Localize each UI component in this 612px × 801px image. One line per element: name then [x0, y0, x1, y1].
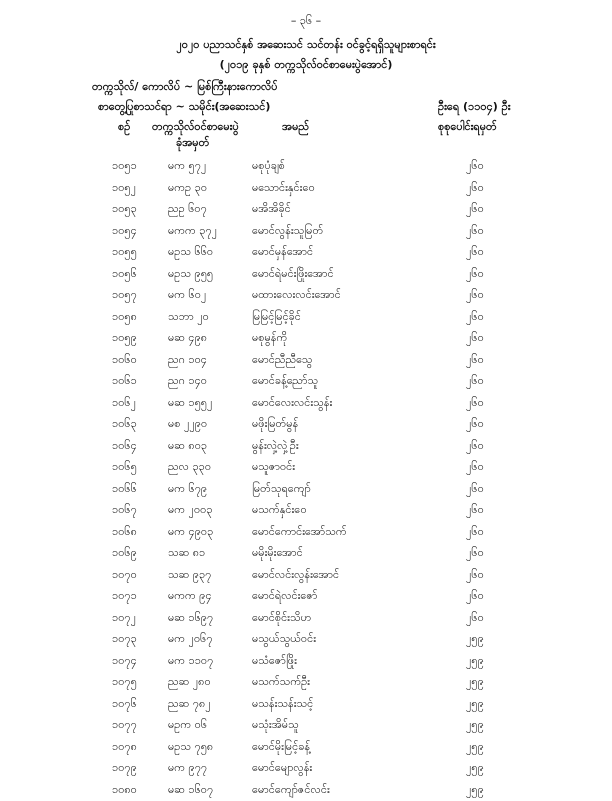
table-row: [0, 608, 612, 630]
roll-number: မက ၁၁၀၇: [168, 654, 213, 670]
roll-number: မကက ၉၄: [168, 589, 212, 605]
roll-number: မဆ ၁၆၀၇: [168, 783, 213, 799]
roll-number: ညဥ ၆၀၇: [168, 202, 207, 218]
total-count-heading: ဦးရေ (၁၁၀၄) ဦး: [438, 100, 511, 116]
table-row: [0, 737, 612, 759]
table-row: [0, 199, 612, 221]
roll-number: မက ၆၇၉: [168, 482, 207, 498]
student-name: မြမြင့်မြင့်ခိုင်: [252, 310, 301, 326]
table-row: [0, 350, 612, 372]
roll-number: မဥသ ၆၆၀: [168, 245, 213, 261]
student-name: မောင်မိုးမြင့်ခန့်: [252, 740, 310, 756]
row-number: ၁၀၇၆: [112, 697, 137, 713]
row-number: ၁၀၇၅: [112, 675, 137, 691]
row-number: ၁၀၆၈: [112, 525, 137, 541]
roll-number: မဥက ၀၆: [168, 718, 207, 734]
department-line: တက္ကသိုလ်/ ကောလိပ် ~ မြစ်ကြီးနားကောလိပ်: [92, 80, 278, 96]
table-row: [0, 221, 612, 243]
student-name: မောင်လင်းလွန်းအောင်: [252, 568, 339, 584]
row-number: ၁၀၅၉: [112, 331, 137, 347]
row-number: ၁၀၅၃: [112, 202, 137, 218]
column-header-name: အမည်: [282, 120, 309, 136]
row-number: ၁၀၆၄: [112, 439, 137, 455]
student-name: မသုံးအိမ်သူ: [252, 718, 299, 734]
total-marks: ၂၆၀: [466, 181, 484, 197]
student-name: မောင်ကျော်ဇင်လင်း: [252, 783, 330, 799]
row-number: ၁၀၆၀: [112, 353, 137, 369]
table-row: [0, 307, 612, 329]
row-number: ၁၀၅၁: [112, 159, 137, 175]
table-row: [0, 328, 612, 350]
roll-number: မက ၆၀၂: [168, 288, 206, 304]
total-marks: ၂၅၉: [466, 697, 484, 713]
results-table: [0, 156, 612, 801]
table-row: [0, 780, 612, 801]
row-number: ၁၀၆၂: [112, 396, 136, 412]
row-number: ၁၀၆၅: [112, 460, 137, 476]
student-name: မထားလေးလင်းအောင်: [252, 288, 341, 304]
total-marks: ၂၆၀: [466, 310, 484, 326]
column-header-roll: တက္ကသိုလ်ဝင်စာမေးပွဲ: [152, 120, 239, 136]
table-row: [0, 629, 612, 651]
roll-number: မဆ ၈၀၃: [168, 439, 207, 455]
table-row: [0, 457, 612, 479]
student-name: မြတ်သုရကျော်: [252, 482, 311, 498]
student-name: မောင်ခန့်ညော်သူ: [252, 374, 318, 390]
table-row: [0, 156, 612, 178]
table-row: [0, 694, 612, 716]
roll-number: မကဥ ၃၀: [168, 181, 207, 197]
student-name: မွန်းလှဲ့လှဲ့ဦး: [252, 439, 299, 455]
row-number: ၁၀၇၃: [112, 632, 137, 648]
student-name: မစုပုံချစ်: [252, 159, 285, 175]
total-marks: ၂၆၀: [466, 224, 484, 240]
roll-number: ညဂ ၁၀၄: [168, 353, 207, 369]
total-marks: ၂၆၀: [466, 396, 484, 412]
total-marks: ၂၆၀: [466, 568, 484, 584]
table-row: [0, 414, 612, 436]
table-row: [0, 371, 612, 393]
table-row: [0, 479, 612, 501]
row-number: ၁၀၆၆: [112, 482, 137, 498]
total-marks: ၂၆၀: [466, 589, 484, 605]
roll-number: မက ၂၀၀၃: [168, 503, 213, 519]
total-marks: ၂၆၀: [466, 417, 484, 433]
roll-number: မဥသ ၇၅၈: [168, 740, 213, 756]
roll-number: မစ ၂၂၉၀: [168, 417, 207, 433]
column-header-roll-sub: ခုံအမှတ်: [176, 136, 209, 152]
row-number: ၁၀၆၃: [112, 417, 137, 433]
roll-number: ညဆ ၇၈၂: [168, 697, 211, 713]
table-row: [0, 285, 612, 307]
total-marks: ၂၆၀: [466, 374, 484, 390]
region-heading: စာတွေ့ပြုစာသင်ရာ ~ သမိုင်း(အဆေးသင်): [98, 100, 270, 116]
roll-number: မကက ၃၇၂: [168, 224, 217, 240]
total-marks: ၂၆၀: [466, 331, 484, 347]
column-header-marks: စုစုပေါင်းရမှတ်: [438, 120, 497, 136]
row-number: ၁၀၅၈: [112, 310, 137, 326]
row-number: ၁၀၇၂: [112, 611, 136, 627]
student-name: မသံဇော်ဖြိုး: [252, 654, 297, 670]
roll-number: မက ၂၀၆၇: [168, 632, 213, 648]
column-header-no: စဉ်: [118, 120, 130, 136]
row-number: ၁၀၅၇: [112, 288, 137, 304]
row-number: ၁၀၇၈: [112, 740, 137, 756]
total-marks: ၂၆၀: [466, 202, 484, 218]
student-name: မောင်လွန်းသူမြတ်: [252, 224, 323, 240]
student-name: မစုမွန်ကို: [252, 331, 287, 347]
roll-number: သဆ ၈၁: [168, 546, 205, 562]
row-number: ၁၀၇၉: [112, 761, 137, 777]
table-row: [0, 264, 612, 286]
roll-number: သဘာ ၂၀: [168, 310, 209, 326]
table-row: [0, 543, 612, 565]
roll-number: မဆ ၁၆၉၇: [168, 611, 213, 627]
row-number: ၁၀၅၆: [112, 267, 137, 283]
table-row: [0, 651, 612, 673]
total-marks: ၂၅၉: [466, 740, 484, 756]
student-name: မောင်မျောလွန်း: [252, 761, 312, 777]
roll-number: သဆ ၉၃၇: [168, 568, 211, 584]
table-row: [0, 522, 612, 544]
table-row: [0, 758, 612, 780]
total-marks: ၂၆၀: [466, 503, 484, 519]
row-number: ၁၀၆၇: [112, 503, 137, 519]
row-number: ၁၀၅၄: [112, 224, 137, 240]
student-name: မသွယ်သွယ်ဝင်း: [252, 632, 316, 648]
total-marks: ၂၅၉: [466, 632, 484, 648]
total-marks: ၂၆၀: [466, 159, 484, 175]
total-marks: ၂၆၀: [466, 245, 484, 261]
table-row: [0, 586, 612, 608]
total-marks: ၂၆၀: [466, 288, 484, 304]
total-marks: ၂၆၀: [466, 611, 484, 627]
student-name: မောင်မှန်အောင်: [252, 245, 313, 261]
total-marks: ၂၆၀: [466, 525, 484, 541]
student-name: မောင်စိုင်းသိဟ: [252, 611, 311, 627]
table-row: [0, 565, 612, 587]
table-row: [0, 500, 612, 522]
total-marks: ၂၆၀: [466, 353, 484, 369]
student-name: မအိအိခိုင်: [252, 202, 291, 218]
roll-number: ညဆ ၂၈၀: [168, 675, 211, 691]
student-name: မောင်ရဲလင်းဇော်: [252, 589, 317, 605]
student-name: မသူဇာဝင်း: [252, 460, 295, 476]
roll-number: မက ၉၇၇: [168, 761, 207, 777]
student-name: မသက်နှင်း၀ေ: [252, 503, 307, 519]
table-row: [0, 393, 612, 415]
row-number: ၁၀၅၅: [112, 245, 137, 261]
row-number: ၁၀၇၁: [112, 589, 137, 605]
student-name: မသောင်းနှင်း၀ေ: [252, 181, 315, 197]
total-marks: ၂၅၉: [466, 761, 484, 777]
total-marks: ၂၅၉: [466, 654, 484, 670]
student-name: မောင်လေးလင်းသွန်း: [252, 396, 332, 412]
page-number: – ၃၆ –: [0, 14, 612, 30]
total-marks: ၂၆၀: [466, 267, 484, 283]
student-name: မောင်ကောင်းအော်သက်: [252, 525, 347, 541]
table-row: [0, 715, 612, 737]
total-marks: ၂၆၀: [466, 439, 484, 455]
table-row: [0, 242, 612, 264]
roll-number: မဆ ၁၅၅၂: [168, 396, 212, 412]
document-title: ၂၀၂၀ ပညာသင်နှစ် အဆေးသင် သင်တန်း ဝင်ခွင့်ရရှိသူများစာရင်း: [0, 38, 612, 54]
total-marks: ၂၅၉: [466, 675, 484, 691]
roll-number: မက ၄၉၀၃: [168, 525, 213, 541]
total-marks: ၂၆၀: [466, 546, 484, 562]
student-name: မောင်ရဲမင်းဖြိုးအောင်: [252, 267, 334, 283]
roll-number: ညလ ၃၃၀: [168, 460, 211, 476]
table-row: [0, 672, 612, 694]
row-number: ၁၀၆၉: [112, 546, 137, 562]
roll-number: မဥသ ၉၅၅: [168, 267, 213, 283]
total-marks: ၂၅၉: [466, 718, 484, 734]
roll-number: မက ၅၇၂: [168, 159, 206, 175]
row-number: ၁၀၆၁: [112, 374, 137, 390]
total-marks: ၂၆၀: [466, 482, 484, 498]
student-name: မမိုးမိုးအောင်: [252, 546, 303, 562]
roll-number: မဆ ၄၉၈: [168, 331, 207, 347]
row-number: ၁၀၈၀: [112, 783, 137, 799]
student-name: မောင်ညီညီသွေ: [252, 353, 312, 369]
document-subtitle: (၂၀၁၉ ခုနှစ် တက္ကသိုလ်ဝင်စာမေးပွဲအောင်): [0, 58, 612, 74]
row-number: ၁၀၇၇: [112, 718, 137, 734]
student-name: မဖိုးမြတ်မွန်: [252, 417, 298, 433]
total-marks: ၂၆၀: [466, 460, 484, 476]
total-marks: ၂၅၉: [466, 783, 484, 799]
row-number: ၁၀၅၂: [112, 181, 136, 197]
row-number: ၁၀၇၀: [112, 568, 137, 584]
roll-number: ညဂ ၁၄၀: [168, 374, 207, 390]
table-row: [0, 178, 612, 200]
student-name: မသက်သက်ဦး: [252, 675, 310, 691]
row-number: ၁၀၇၄: [112, 654, 137, 670]
table-row: [0, 436, 612, 458]
student-name: မသန်းသန်းသင့်: [252, 697, 313, 713]
